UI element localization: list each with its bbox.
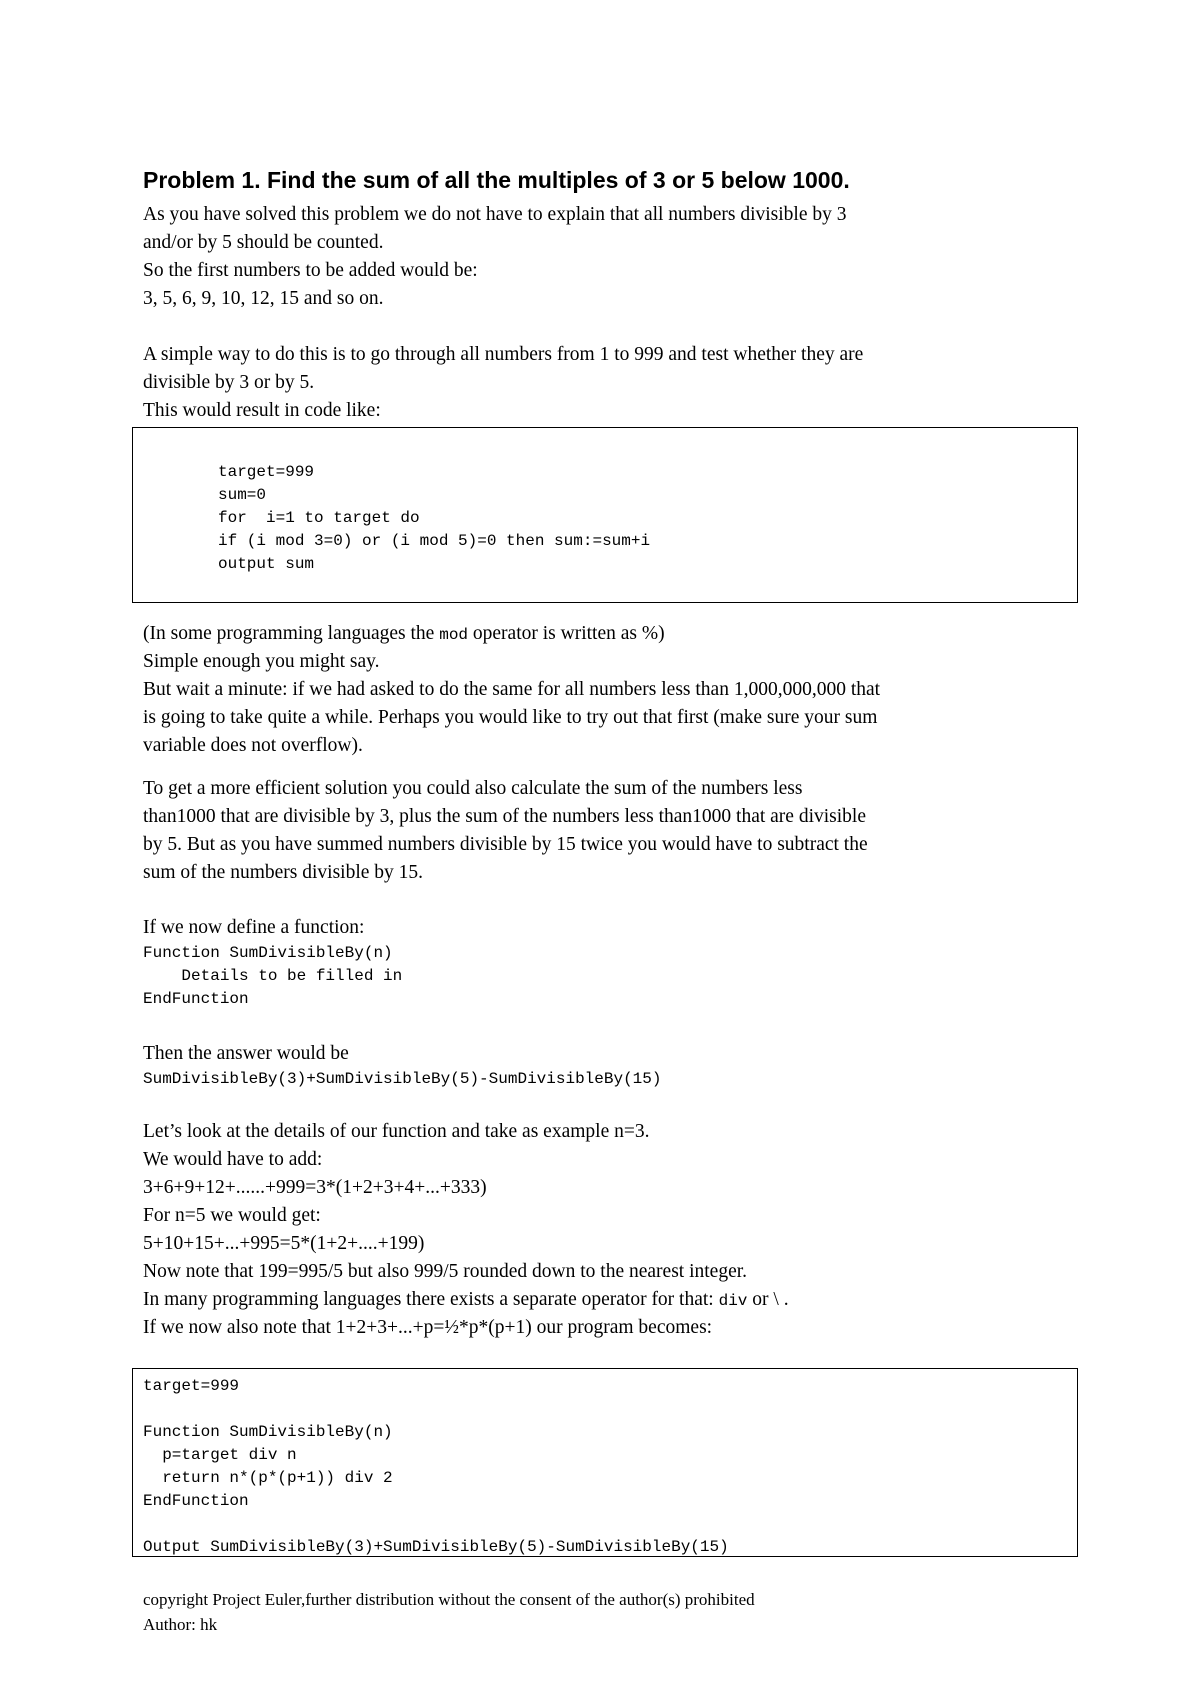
code-line: Details to be filled in	[143, 967, 403, 985]
author-line: Author: hk	[143, 1615, 218, 1634]
text-line: than1000 that are divisible by 3, plus the sum of the numbers less than1000 that are divisible	[143, 806, 866, 827]
define-paragraph	[143, 914, 402, 1011]
code-line: target=999	[143, 1377, 240, 1395]
text-line: by 5. But as you have summed numbers divisible by 15 twice you would have to subtract the	[143, 834, 868, 855]
text-line: This would result in code like:	[143, 400, 381, 421]
details-paragraph	[143, 1118, 789, 1342]
code-line: if (i mod 3=0) or (i mod 5)=0 then sum:=sum+i	[218, 532, 651, 550]
text-line: Simple enough you might say.	[143, 651, 380, 672]
code-line: p=target div n	[143, 1446, 297, 1464]
text-line: sum of the numbers divisible by 15.	[143, 862, 424, 883]
text-line: A simple way to do this is to go through all numbers from 1 to 999 and test whether they are	[143, 344, 864, 365]
text-line: variable does not overflow).	[143, 735, 363, 756]
code-line: return n*(p*(p+1)) div 2	[143, 1469, 393, 1487]
text-line: If we now define a function:	[143, 917, 365, 938]
answer-paragraph	[143, 1040, 661, 1091]
text-line: Then the answer would be	[143, 1043, 349, 1064]
code-box-naive	[132, 427, 1078, 603]
efficient-paragraph	[143, 775, 868, 887]
text-line: 3, 5, 6, 9, 10, 12, 15 and so on.	[143, 288, 384, 309]
code-line: Function SumDivisibleBy(n)	[143, 1423, 393, 1441]
intro-paragraph	[143, 201, 847, 313]
text-line: So the first numbers to be added would be:	[143, 260, 478, 281]
text-line: and/or by 5 should be counted.	[143, 232, 384, 253]
text-line: But wait a minute: if we had asked to do the same for all numbers less than 1,000,000,000 that	[143, 679, 881, 700]
simple-way-paragraph	[143, 341, 863, 425]
text-line: For n=5 we would get:	[143, 1205, 321, 1226]
code-line: output sum	[218, 555, 315, 573]
code-line: SumDivisibleBy(3)+SumDivisibleBy(5)-SumDivisibleBy(15)	[143, 1070, 662, 1088]
text-line: If we now also note that 1+2+3+...+p=½*p*(p+1) our program becomes:	[143, 1317, 713, 1338]
code-line: EndFunction	[143, 1492, 249, 1510]
text-line: As you have solved this problem we do not have to explain that all numbers divisible by 3	[143, 204, 847, 225]
text-line: divisible by 3 or by 5.	[143, 372, 315, 393]
text-line: Now note that 199=995/5 but also 999/5 rounded down to the nearest integer.	[143, 1261, 748, 1282]
code-line: target=999	[218, 463, 315, 481]
copyright-line: copyright Project Euler,further distribution without the consent of the author(s) prohibited	[143, 1590, 755, 1609]
code-line: EndFunction	[143, 990, 249, 1008]
code-box-program	[132, 1368, 1078, 1557]
code-line: for i=1 to target do	[218, 509, 420, 527]
problem-title: Problem 1. Find the sum of all the multiples of 3 or 5 below 1000.	[143, 167, 850, 193]
mod-operator: mod	[439, 626, 469, 644]
code-line	[143, 1513, 729, 1536]
text-line: is going to take quite a while. Perhaps you would like to try out that first (make sure your sum	[143, 707, 878, 728]
text-line: We would have to add:	[143, 1149, 323, 1170]
code-line: Output SumDivisibleBy(3)+SumDivisibleBy(5)-SumDivisibleBy(15)	[143, 1538, 729, 1556]
code-line: Function SumDivisibleBy(n)	[143, 944, 393, 962]
div-operator-line: In many programming languages there exists a separate operator for that: div or \ .	[143, 1289, 789, 1310]
text-line: To get a more efficient solution you could also calculate the sum of the numbers less	[143, 778, 803, 799]
code-line	[143, 1398, 729, 1421]
mod-note-line: (In some programming languages the mod operator is written as %)	[143, 623, 665, 644]
text-line: Let’s look at the details of our function and take as example n=3.	[143, 1121, 650, 1142]
text-line: 5+10+15+...+995=5*(1+2+....+199)	[143, 1233, 425, 1254]
code-line: sum=0	[218, 486, 267, 504]
text-line: 3+6+9+12+......+999=3*(1+2+3+4+...+333)	[143, 1177, 487, 1198]
div-operator: div	[718, 1292, 748, 1310]
page-footer	[143, 1587, 755, 1637]
after-code-paragraph	[143, 620, 880, 760]
